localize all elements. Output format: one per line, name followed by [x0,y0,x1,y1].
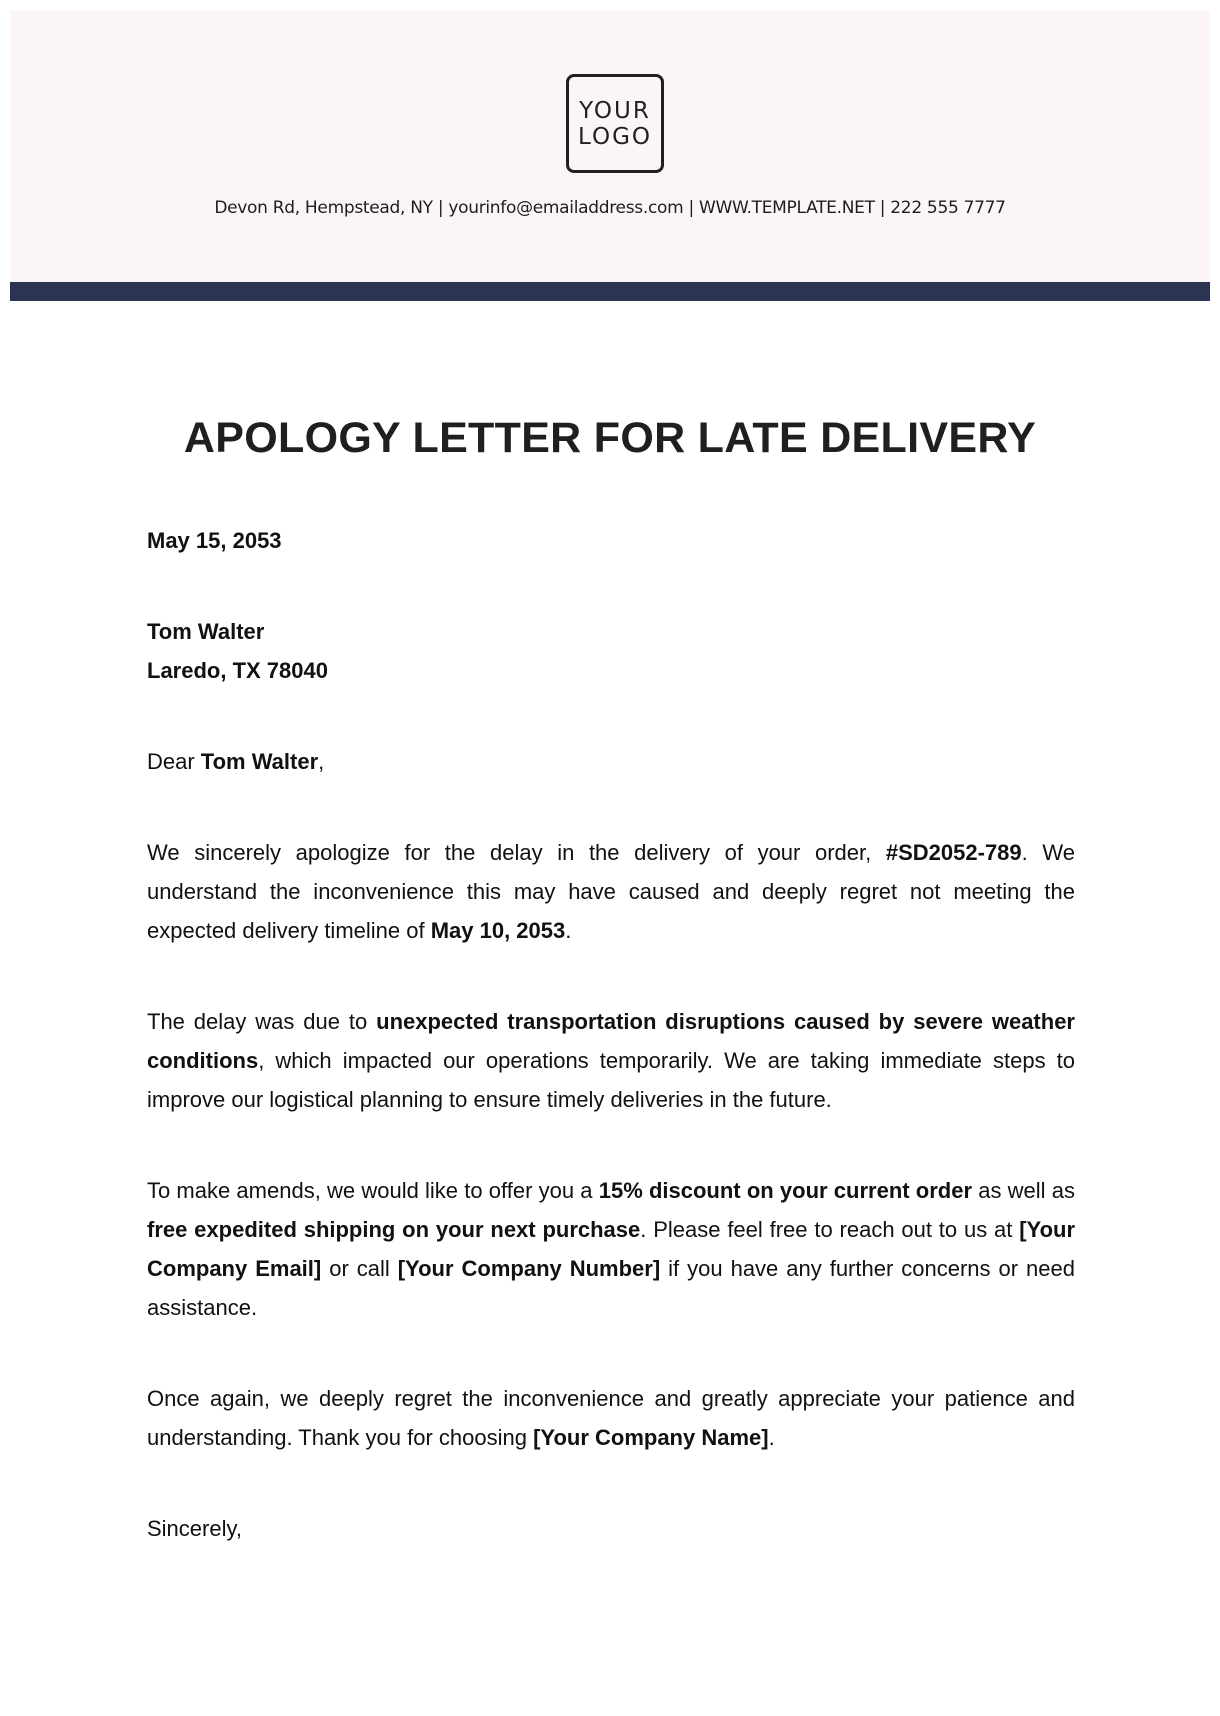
logo-line-1: YOUR [579,97,651,124]
closing: Sincerely, [147,1516,242,1541]
logo-line-2: LOGO [577,123,653,150]
header-divider-band [10,282,1210,301]
text: , which impacted our operations temporarily. We are taking immediate steps to improve our logistical planning to ensure timely deliveries in the future. [147,1048,1075,1112]
page-title: APOLOGY LETTER FOR LATE DELIVERY [183,414,1037,462]
order-number: #SD2052-789 [885,840,1022,865]
contact-info: Devon Rd, Hempstead, NY | yourinfo@emailaddress.com | WWW.TEMPLATE.NET | 222 555 7777 [214,198,1006,218]
delay-reason: unexpected transportation disruptions caused by severe weather conditions [147,1009,1075,1073]
text: or call [321,1256,398,1281]
salutation-name: Tom Walter [200,749,319,774]
letter-date [147,521,1075,560]
text: if you have any further concerns or need assistance. [147,1256,1075,1320]
date-text: May 15, 2053 [147,528,282,553]
text: To make amends, we would like to offer you a [147,1178,599,1203]
salutation [147,742,1075,781]
text: . [768,1425,775,1450]
shipping-offer: free expedited shipping on your next purchase [147,1217,641,1242]
expected-date: May 10, 2053 [430,918,566,943]
recipient-address: Laredo, TX 78040 [147,658,328,683]
text: . [565,918,572,943]
paragraph-2 [147,1002,1075,1119]
recipient-name: Tom Walter [147,619,265,644]
discount-offer: 15% discount on your current order [598,1178,973,1203]
company-email-placeholder: [Your Company Email] [147,1217,1076,1281]
text: We sincerely apologize for the delay in the delivery of your order, [147,840,886,865]
letterhead [10,10,1210,282]
letter-body [147,521,1075,1600]
paragraph-3 [147,1171,1075,1327]
text: . Please feel free to reach out to us at [640,1217,1020,1242]
company-name-placeholder: [Your Company Name] [533,1425,769,1450]
salutation-prefix: Dear [147,749,201,774]
salutation-suffix: , [318,749,325,774]
paragraph-1 [147,833,1075,950]
paragraph-4 [147,1379,1075,1457]
text: The delay was due to [147,1009,377,1034]
text: Once again, we deeply regret the inconvenience and greatly appreciate your patience and understanding. Thank you for choosing [147,1386,1075,1450]
text: as well as [972,1178,1076,1203]
logo-placeholder [566,74,664,173]
company-number-placeholder: [Your Company Number] [397,1256,661,1281]
recipient-block [147,612,1075,690]
text: . We understand the inconvenience this may have caused and deeply regret not meeting the expected delivery timeline of [147,840,1075,943]
